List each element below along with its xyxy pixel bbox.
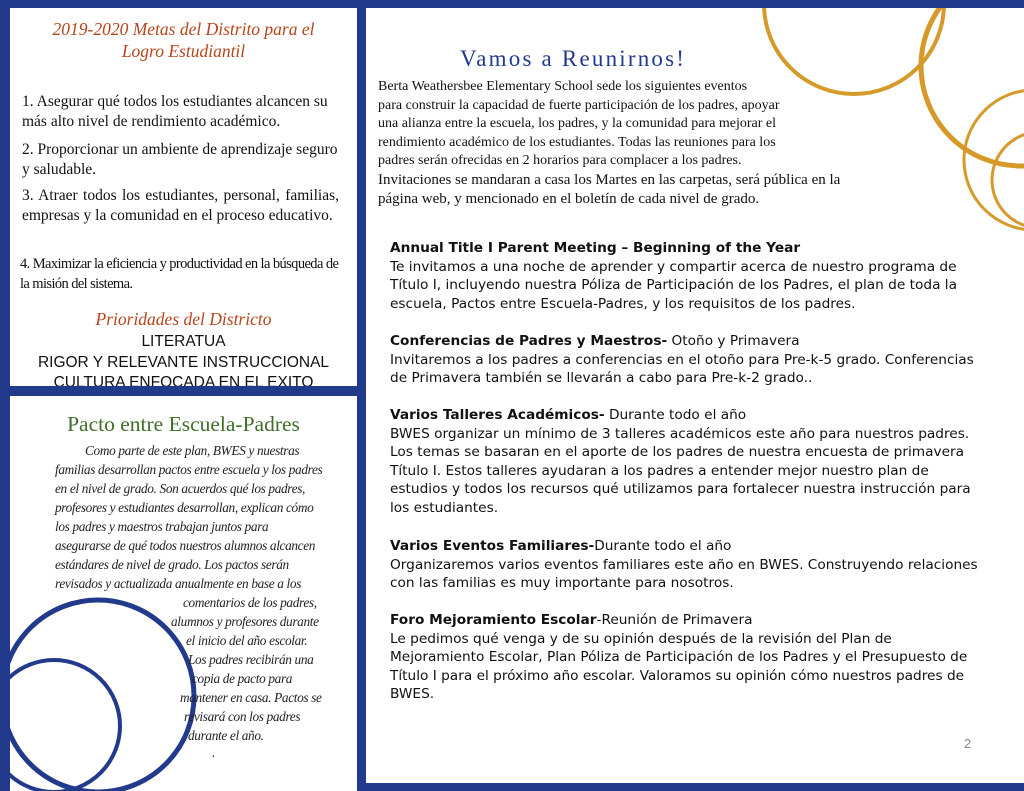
pact-line: durante el año. — [188, 728, 264, 743]
pact-line: el inicio del año escolar. — [186, 633, 308, 648]
pact-line: estándares de nivel de grado. Los pactos serán — [55, 557, 289, 572]
events-panel — [366, 8, 1024, 783]
pact-line: . — [212, 745, 215, 760]
event-when: Durante todo el año — [594, 538, 732, 554]
event-heading: Varios Talleres Académicos- — [390, 407, 605, 423]
goal-item: 2. Proporcionar un ambiente de aprendizaje seguro y saludable. — [22, 141, 338, 178]
priorities-title: Prioridades del Districto — [95, 309, 272, 329]
event-when: Otoño y Primavera — [667, 333, 800, 349]
pact-line: Los padres recibirán una — [188, 652, 314, 667]
goal-item: 4. Maximizar la eficiencia y productividad en la búsqueda de la misión del sistema. — [20, 256, 339, 292]
event-academic-workshops — [390, 406, 990, 518]
event-line: escuela, Pactos entre Escuela-Padres, y los requisitos de los padres. — [390, 295, 856, 312]
district-goals-panel — [10, 8, 357, 386]
event-heading-line — [390, 537, 990, 556]
blue-ring-outer — [10, 600, 194, 791]
intro-paragraph — [378, 78, 898, 208]
event-heading-line — [390, 332, 990, 351]
priority-item: CULTURA ENFOCADA EN EL EXITO — [53, 374, 314, 386]
event-line: Los temas se basaran en el aporte de los padres de nuestra encuesta de primavera — [390, 444, 965, 461]
event-line: de Primavera también se llevarán a cabo para Pre-k-2 grado.. — [390, 370, 813, 387]
intro-line: una alianza entre la escuela, los padres, y la comunidad para mejorar el — [378, 116, 777, 132]
event-line: los estudiantes. — [390, 499, 499, 516]
event-line: estudios y todos los recursos qué utilizamos para fortalecer nuestra instrucción para — [390, 481, 971, 498]
pact-line: familias desarrollan pactos entre escuela y los padres — [55, 462, 323, 477]
pact-line: en el nivel de grado. Son acuerdos qué los padres, — [55, 481, 305, 496]
intro-line: Berta Weathersbee Elementary School sede los siguientes eventos — [378, 79, 748, 94]
event-family-events — [390, 537, 990, 593]
pact-line: comentarios de los padres, — [183, 595, 317, 610]
goals-title — [10, 18, 357, 62]
pact-title: Pacto entre Escuela-Padres — [67, 412, 300, 436]
intro-line: página web, y mencionado en el boletín de cada nivel de grado. — [378, 190, 760, 207]
pact-line: asegurarse de qué todos nuestros alumnos alcancen — [55, 538, 316, 553]
goal-item: 3. Atraer todos los estudiantes, personal, familias, empresas y la comunidad en el proceso educativo. — [22, 187, 339, 224]
event-heading: Foro Mejoramiento Escolar — [390, 612, 597, 628]
pact-line: revisará con los padres — [184, 709, 301, 724]
event-heading-line — [390, 406, 990, 425]
pact-line: Como parte de este plan, BWES y nuestras — [85, 443, 300, 458]
event-school-improvement-forum — [390, 611, 990, 704]
event-line: Invitaremos a los padres a conferencias en el otoño para Pre-k-5 grado. Conferencias — [390, 351, 974, 368]
event-line: Te invitamos a una noche de aprender y compartir acerca de nuestro programa de — [390, 258, 957, 275]
priority-item: LITERATUA — [141, 333, 226, 350]
event-line: con las familias es muy importante para nosotros. — [390, 575, 734, 592]
event-line: Título I. Estos talleres ayudaran a los padres a entender mejor nuestro plan de — [390, 462, 929, 479]
pact-line: alumnos y profesores durante — [171, 614, 319, 629]
event-line: Organizaremos varios eventos familiares este año en BWES. Construyendo relaciones — [390, 556, 978, 573]
gold-ring — [992, 132, 1024, 228]
main-title: Vamos a Reunirnos! — [460, 46, 687, 71]
pact-line: profesores y estudiantes desarrollan, explican cómo — [55, 500, 314, 515]
page-number: 2 — [964, 736, 972, 751]
goal-item: 1. Asegurar qué todos los estudiantes alcancen su más alto nivel de rendimiento académico. — [22, 93, 328, 130]
goals-title-line-1: 2019-2020 Metas del Distrito para el — [52, 19, 315, 39]
event-heading: Annual Title I Parent Meeting – Beginning of the Year — [390, 240, 801, 256]
event-line: BWES. — [390, 686, 435, 703]
event-heading-line — [390, 611, 990, 630]
pact-line: los padres y maestros trabajan juntos para — [55, 519, 269, 534]
pact-line: copia de pacto para — [192, 671, 293, 686]
event-line: Título I, incluyendo nuestra Póliza de Participación de los Padres, el plan de toda la — [390, 277, 957, 294]
event-heading: Conferencias de Padres y Maestros- — [390, 333, 668, 349]
intro-line: padres serán ofrecidas en 2 horarios para complacer a los padres. — [378, 153, 742, 169]
event-parent-teacher-conferences — [390, 332, 990, 388]
goals-title-line-2: Logro Estudiantil — [121, 41, 246, 61]
event-line: BWES organizar un mínimo de 3 talleres académicos este año para nuestros padres. — [390, 425, 970, 442]
event-when: -Reunión de Primavera — [596, 612, 753, 628]
intro-line: Invitaciones se mandaran a casa los Martes en las carpetas, será pública en la — [378, 171, 841, 188]
event-heading-line — [390, 239, 990, 258]
pact-line: mantener en casa. Pactos se — [180, 690, 322, 705]
event-title-i-meeting — [390, 239, 990, 313]
intro-line: para construir la capacidad de fuerte participación de los padres, apoyar — [378, 97, 780, 113]
pact-line: revisados y actualizada anualmente en base a los — [55, 576, 302, 591]
blue-ring-inner — [10, 660, 120, 791]
intro-line: rendimiento académico de los estudiantes. Todas las reuniones para los — [378, 134, 776, 150]
priority-item: RIGOR Y RELEVANTE INSTRUCCIONAL — [37, 354, 330, 371]
event-line: Le pedimos qué venga y de su opinión después de la revisión del Plan de — [390, 630, 892, 647]
school-parent-pact-panel — [10, 396, 357, 791]
event-heading: Varios Eventos Familiares- — [390, 538, 595, 554]
event-line: Mejoramiento Escolar, Plan Póliza de Participación de los Padres y el Presupuesto de — [390, 649, 968, 666]
event-when: Durante todo el año — [604, 407, 747, 423]
event-line: Título I para el próximo año escolar. Valoramos su opinión cómo nuestros padres de — [390, 667, 965, 684]
